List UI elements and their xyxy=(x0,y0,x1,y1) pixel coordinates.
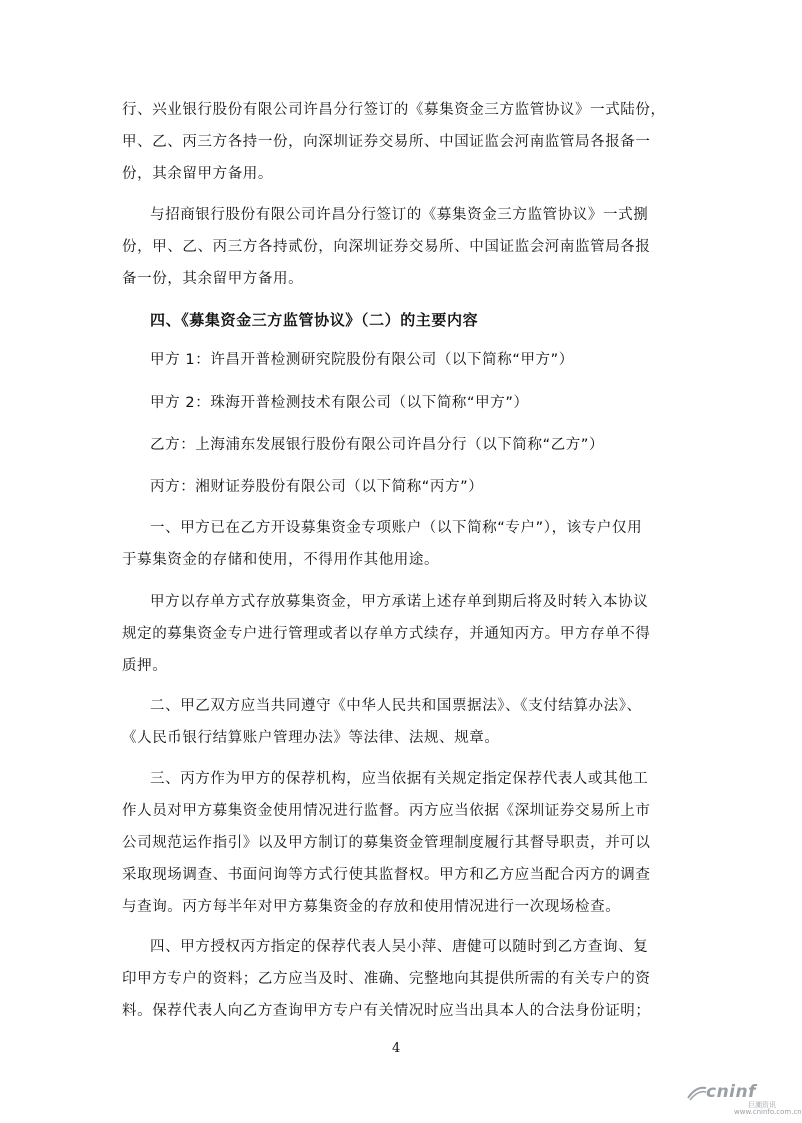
clause-paragraph xyxy=(122,690,678,754)
paragraph-continuation xyxy=(122,94,678,190)
clause-paragraph xyxy=(122,586,678,682)
page-number: 4 xyxy=(392,1041,401,1056)
text-line: 质押。 xyxy=(122,658,168,674)
logo-url: www.cninfo.com.cn xyxy=(734,1108,802,1116)
text-line: 公司规范运作指引》以及甲方制订的募集资金管理制度履行其督导职责，并可以 xyxy=(122,835,651,851)
text-line: 与招商银行股份有限公司许昌分行签订的《募集资金三方监管协议》一式捌 xyxy=(150,207,649,223)
text-line: 采取现场调查、书面问询等方式行使其监督权。甲方和乙方应当配合丙方的调查 xyxy=(122,867,651,883)
text-line: 与查询。丙方每半年对甲方募集资金的存放和使用情况进行一次现场检查。 xyxy=(122,899,621,915)
party-line: 甲方 2：珠海开普检测技术有限公司（以下简称“甲方”） xyxy=(150,395,529,411)
text-line: 规定的募集资金专户进行管理或者以存单方式续存，并通知丙方。甲方存单不得 xyxy=(122,626,651,642)
party-line: 甲方 1：许昌开普检测研究院股份有限公司（以下简称“甲方”） xyxy=(150,352,574,368)
logo-text: cninf xyxy=(706,1082,757,1102)
text-line: 于募集资金的存储和使用，不得用作其他用途。 xyxy=(122,552,440,568)
text-line: 料。保荐代表人向乙方查询甲方专户有关情况时应当出具本人的合法身份证明； xyxy=(122,1003,651,1019)
text-line: 行、兴业银行股份有限公司许昌分行签订的《募集资金三方监管协议》一式陆份， xyxy=(122,102,666,118)
text-line: 份，其余留甲方备用。 xyxy=(122,166,273,182)
logo-subtitle: 巨潮资讯 xyxy=(748,1101,776,1109)
party-line: 丙方：湘财证券股份有限公司（以下简称“丙方”） xyxy=(150,479,484,495)
clause-paragraph xyxy=(122,763,678,923)
text-line: 二、甲乙双方应当共同遵守《中华人民共和国票据法》、《支付结算办法》、 xyxy=(150,698,642,714)
text-line: 甲方以存单方式存放募集资金，甲方承诺上述存单到期后将及时转入本协议 xyxy=(150,594,649,610)
party-line: 乙方：上海浦东发展银行股份有限公司许昌分行（以下简称“乙方”） xyxy=(150,437,605,453)
text-line: 甲、乙、丙三方各持一份，向深圳证券交易所、中国证监会河南监管局各报备一 xyxy=(122,134,651,150)
section-heading: 四、《募集资金三方监管协议》（二）的主要内容 xyxy=(150,311,479,329)
text-line: 作人员对甲方募集资金使用情况进行监督。丙方应当依据《深圳证券交易所上市 xyxy=(122,803,651,819)
cninfo-logo xyxy=(686,1082,802,1118)
text-line: 四、甲方授权丙方指定的保荐代表人吴小萍、唐健可以随时到乙方查询、复 xyxy=(150,939,649,955)
text-line: 印甲方专户的资料；乙方应当及时、准确、完整地向其提供所需的有关专户的资 xyxy=(122,971,651,987)
text-line: 三、丙方作为甲方的保荐机构，应当依据有关规定指定保荐代表人或其他工 xyxy=(150,771,649,787)
clause-paragraph xyxy=(122,512,678,576)
clause-paragraph xyxy=(122,931,678,1027)
paragraph-cmb-agreement xyxy=(122,199,678,295)
text-line: 《人民币银行结算账户管理办法》等法律、法规、规章。 xyxy=(122,730,500,746)
logo-swoosh-icon xyxy=(686,1084,708,1102)
text-line: 备一份，其余留甲方备用。 xyxy=(122,271,304,287)
text-line: 份，甲、乙、丙三方各持贰份，向深圳证券交易所、中国证监会河南监管局各报 xyxy=(122,239,651,255)
text-line: 一、甲方已在乙方开设募集资金专项账户（以下简称“专户”），该专户仅用 xyxy=(150,520,643,536)
